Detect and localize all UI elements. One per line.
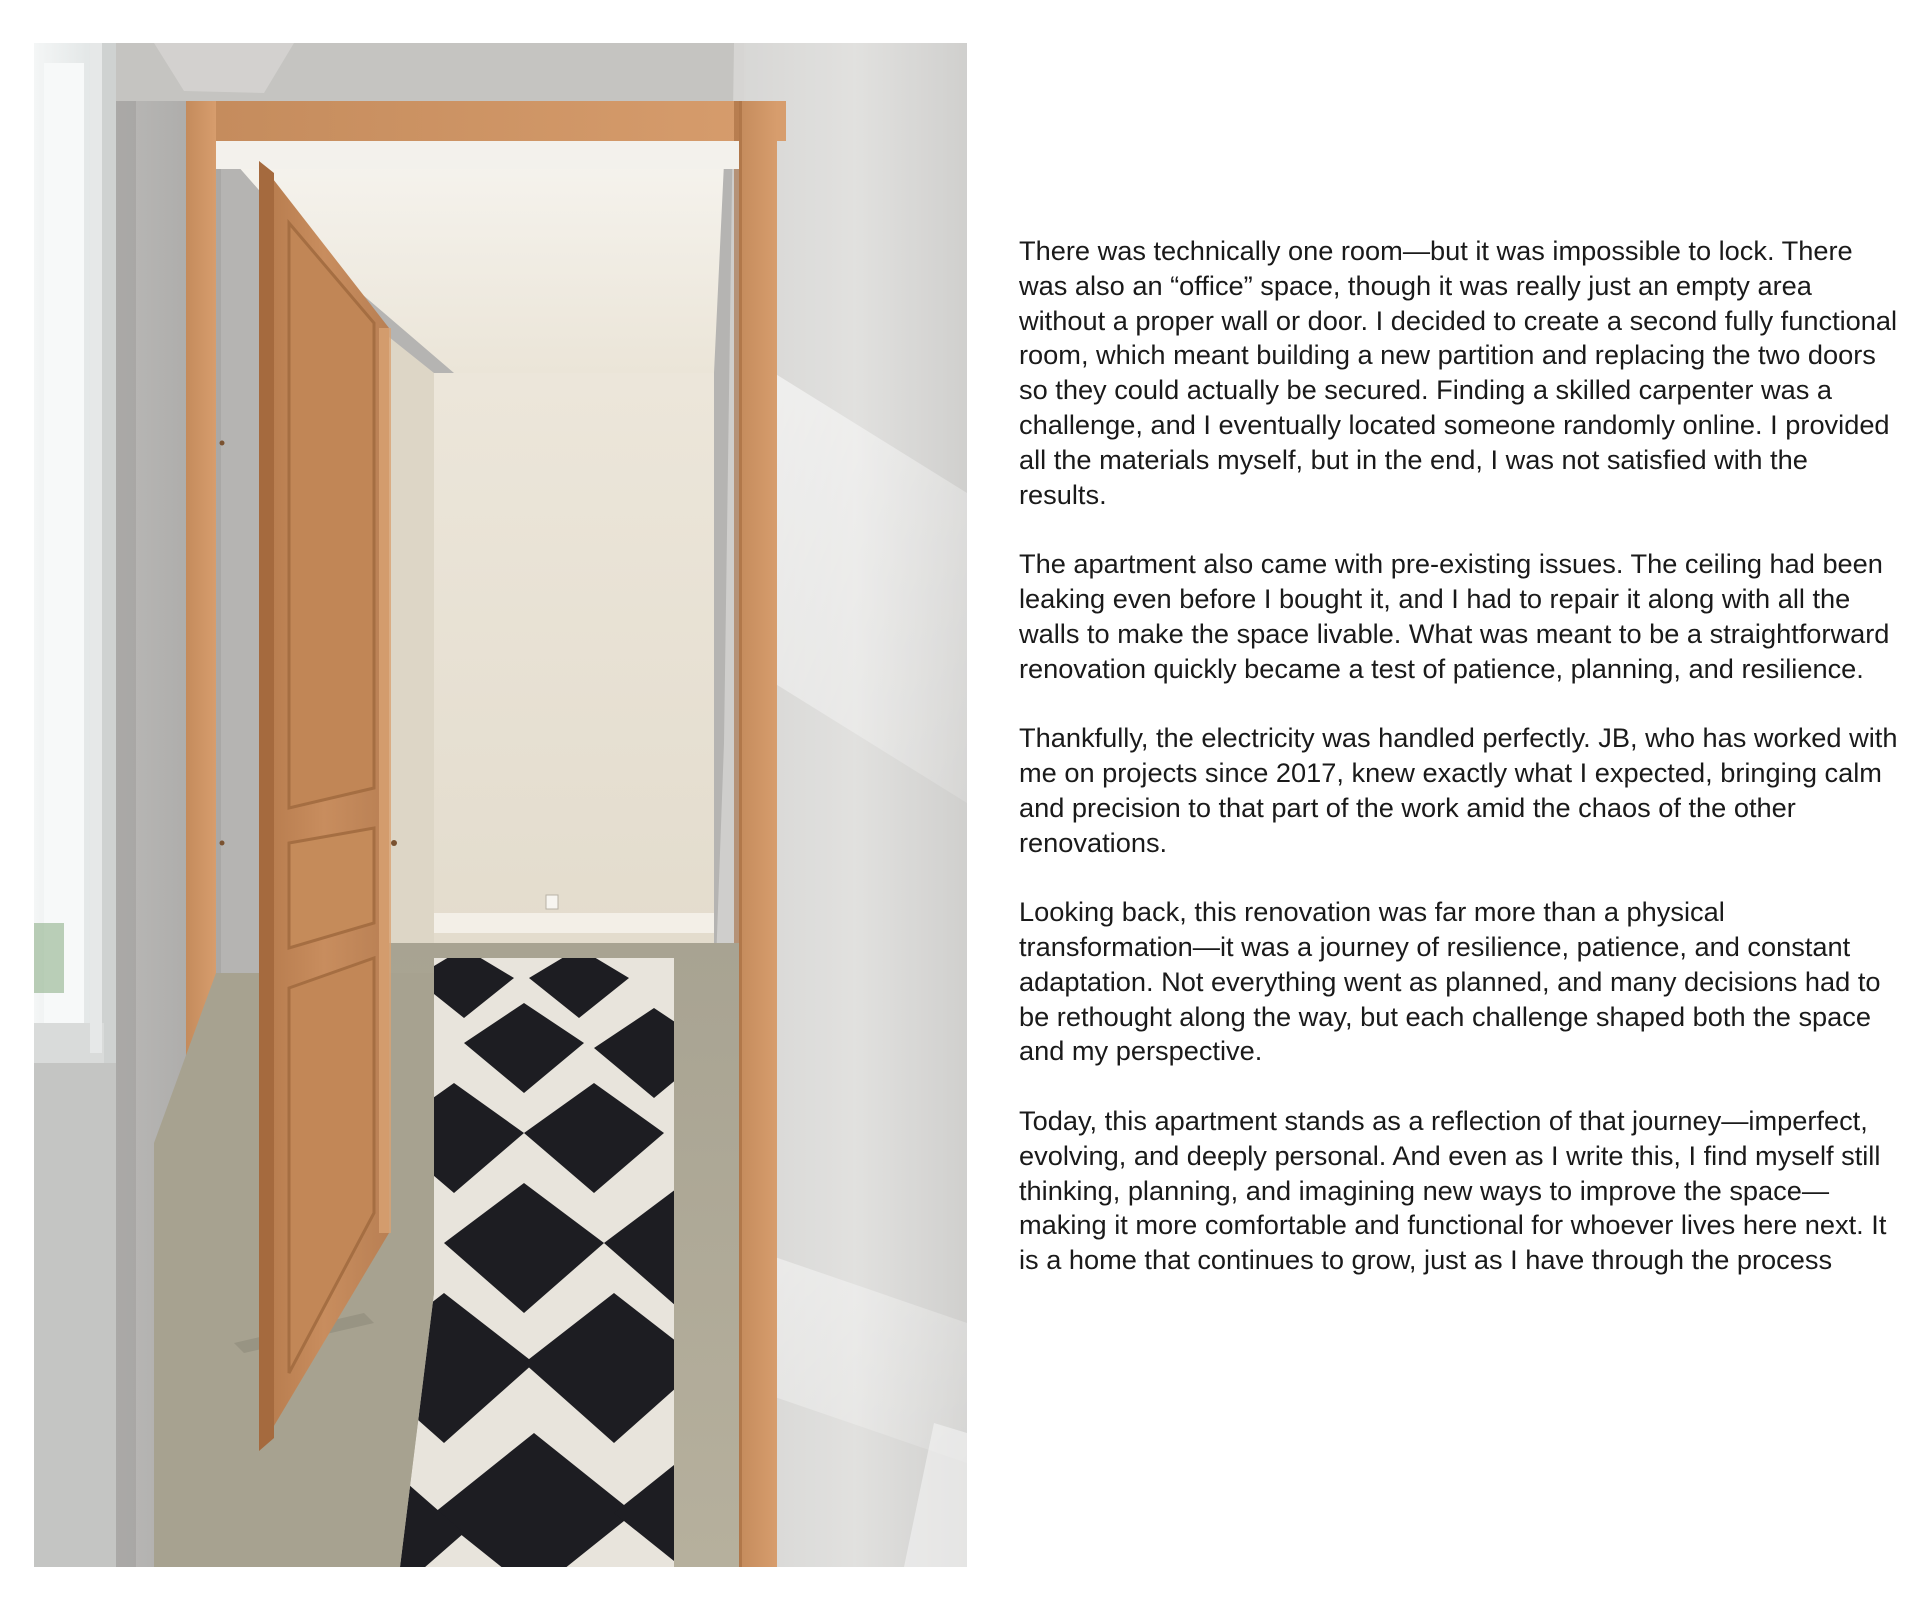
paragraph: There was technically one room—but it was impossible to lock. There was also an “office” space, though it was really just an empty area without a proper wall or door. I decided to create a second fully functional room, which meant building a new partition and replacing the two doors so they could actually be secured. Finding a skilled carpenter was a challenge, and I eventually located someone randomly online. I provided all the materials myself, but in the end, I was not satisfied with the results. [1019,235,1898,510]
paragraph: Today, this apartment stands as a reflection of that journey—imperfect, evolving, and deeply personal. And even as I write this, I find myself still thinking, planning, and imagining new ways to improve the space—making it more comfortable and functional for whoever lives here next. It is a home that continues to grow, just as I have through the process [1019,1104,1887,1276]
paragraph: Thankfully, the electricity was handled perfectly. JB, who has worked with me on projects since 2017, knew exactly what I expected, bringing calm and precision to that part of the work amid the chaos of the other renovations. [1019,722,1898,858]
renovation-photo [34,43,967,1567]
paragraph: Looking back, this renovation was far more than a physical transformation—it was a journey of resilience, patience, and constant adaptation. Not everything went as planned, and many decisions had to be rethought along the way, but each challenge shaped both the space and my perspective. [1019,896,1881,1067]
article-text [1019,234,1899,1278]
paragraph: The apartment also came with pre-existing issues. The ceiling had been leaking even before I bought it, and I had to repair it along with all the walls to make the space livable. What was meant to be a straightforward renovation quickly became a test of patience, planning, and resilience. [1019,548,1890,684]
